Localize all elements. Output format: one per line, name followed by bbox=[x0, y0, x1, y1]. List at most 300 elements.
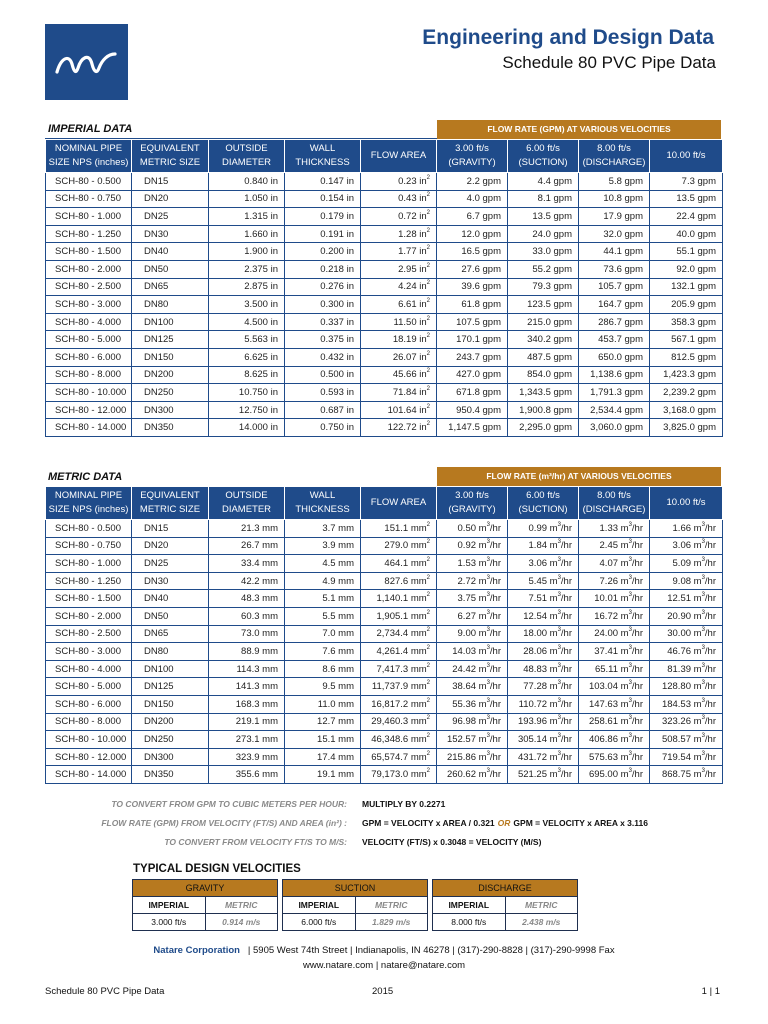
metric-table-cell: 28.06 $m^3/hr$ bbox=[508, 643, 579, 661]
imperial-table-cell: 1,138.6 gpm bbox=[579, 366, 650, 384]
metric-table-cell: 88.9 mm bbox=[209, 643, 285, 661]
metric-table-row bbox=[46, 537, 723, 555]
imperial-table-cell: 22.4 gpm bbox=[650, 208, 723, 226]
metric-table-cell: 114.3 mm bbox=[209, 660, 285, 678]
metric-table-cell: 215.86 $m^3/hr$ bbox=[437, 748, 508, 766]
imperial-table-cell: SCH-80 - 1.250 bbox=[46, 225, 132, 243]
metric-table-cell: 279.0 $mm^2$ bbox=[361, 537, 437, 555]
metric-table-cell: SCH-80 - 14.000 bbox=[46, 766, 132, 784]
metric-table-cell: 431.72 $m^3/hr$ bbox=[508, 748, 579, 766]
discharge-imperial-label: IMPERIAL bbox=[433, 897, 506, 914]
page-title: Engineering and Design Data bbox=[422, 26, 714, 49]
imperial-table bbox=[45, 139, 723, 437]
imperial-table-cell: 205.9 gpm bbox=[650, 296, 723, 314]
imperial-table-row bbox=[46, 173, 723, 191]
imperial-table-cell: DN250 bbox=[132, 384, 209, 402]
metric-table-cell: 77.28 $m^3/hr$ bbox=[508, 678, 579, 696]
metric-table-cell: 21.3 mm bbox=[209, 520, 285, 538]
imperial-table-cell: 215.0 gpm bbox=[508, 313, 579, 331]
imperial-table-cell: 0.200 in bbox=[285, 243, 361, 261]
conversion-velocity-value: VELOCITY (FT/S) x 0.3048 = VELOCITY (M/S) bbox=[362, 837, 542, 847]
imperial-table-cell: 854.0 gpm bbox=[508, 366, 579, 384]
metric-table-cell: 5.09 $m^3/hr$ bbox=[650, 555, 723, 573]
metric-table-row bbox=[46, 643, 723, 661]
metric-table-cell: 79,173.0 $mm^2$ bbox=[361, 766, 437, 784]
imperial-table-cell: 1.77 $in^2$ bbox=[361, 243, 437, 261]
imperial-column-header: 10.00 ft/s bbox=[650, 140, 723, 173]
imperial-table-cell: 358.3 gpm bbox=[650, 313, 723, 331]
metric-table-cell: DN50 bbox=[132, 607, 209, 625]
imperial-table-cell: DN20 bbox=[132, 190, 209, 208]
imperial-table-cell: 0.337 in bbox=[285, 313, 361, 331]
imperial-table-cell: 0.23 $in^2$ bbox=[361, 173, 437, 191]
imperial-table-cell: 6.625 in bbox=[209, 348, 285, 366]
suction-imperial-value: 6.000 ft/s bbox=[283, 914, 356, 931]
metric-table-cell: 4,261.4 $mm^2$ bbox=[361, 643, 437, 661]
imperial-table-cell: 3,060.0 gpm bbox=[579, 419, 650, 437]
design-velocities-table bbox=[132, 879, 578, 931]
metric-table-row bbox=[46, 660, 723, 678]
imperial-column-header: 8.00 ft/s (DISCHARGE) bbox=[579, 140, 650, 173]
imperial-table-cell: 101.64 $in^2$ bbox=[361, 401, 437, 419]
metric-table-cell: 1.33 $m^3/hr$ bbox=[579, 520, 650, 538]
imperial-table-cell: 33.0 gpm bbox=[508, 243, 579, 261]
imperial-table-cell: 55.1 gpm bbox=[650, 243, 723, 261]
imperial-table-cell: 2,239.2 gpm bbox=[650, 384, 723, 402]
metric-column-header: 3.00 ft/s (GRAVITY) bbox=[437, 487, 508, 520]
imperial-table-cell: 0.179 in bbox=[285, 208, 361, 226]
metric-column-header: 8.00 ft/s (DISCHARGE) bbox=[579, 487, 650, 520]
metric-table-cell: 1,905.1 $mm^2$ bbox=[361, 607, 437, 625]
metric-column-header: OUTSIDE DIAMETER bbox=[209, 487, 285, 520]
imperial-table-cell: 6.7 gpm bbox=[437, 208, 508, 226]
metric-table-cell: 1.84 $m^3/hr$ bbox=[508, 537, 579, 555]
imperial-table-cell: 2.95 $in^2$ bbox=[361, 260, 437, 278]
imperial-column-header: EQUIVALENT METRIC SIZE bbox=[132, 140, 209, 173]
metric-table-cell: 26.7 mm bbox=[209, 537, 285, 555]
metric-table-cell: 30.00 $m^3/hr$ bbox=[650, 625, 723, 643]
imperial-table-cell: 73.6 gpm bbox=[579, 260, 650, 278]
gravity-metric-label: METRIC bbox=[205, 897, 278, 914]
metric-table-cell: 110.72 $m^3/hr$ bbox=[508, 695, 579, 713]
metric-table-cell: 12.54 $m^3/hr$ bbox=[508, 607, 579, 625]
imperial-table-cell: 107.5 gpm bbox=[437, 313, 508, 331]
metric-table-cell: 9.5 mm bbox=[285, 678, 361, 696]
imperial-table-cell: 0.500 in bbox=[285, 366, 361, 384]
imperial-table-cell: 6.61 $in^2$ bbox=[361, 296, 437, 314]
metric-table-cell: 1.53 $m^3/hr$ bbox=[437, 555, 508, 573]
metric-table-cell: SCH-80 - 1.500 bbox=[46, 590, 132, 608]
imperial-table-row bbox=[46, 331, 723, 349]
imperial-table-row bbox=[46, 348, 723, 366]
imperial-table-cell: DN80 bbox=[132, 296, 209, 314]
metric-table-cell: 695.00 $m^3/hr$ bbox=[579, 766, 650, 784]
imperial-table-cell: 26.07 $in^2$ bbox=[361, 348, 437, 366]
metric-column-header: FLOW AREA bbox=[361, 487, 437, 520]
suction-header: SUCTION bbox=[283, 880, 428, 897]
imperial-table-cell: DN15 bbox=[132, 173, 209, 191]
imperial-table-row bbox=[46, 225, 723, 243]
metric-table-cell: 827.6 $mm^2$ bbox=[361, 572, 437, 590]
metric-table-cell: 141.3 mm bbox=[209, 678, 285, 696]
metric-table-cell: 406.86 $m^3/hr$ bbox=[579, 731, 650, 749]
metric-table-cell: SCH-80 - 2.000 bbox=[46, 607, 132, 625]
metric-section-label: METRIC DATA bbox=[48, 471, 123, 483]
imperial-column-header: OUTSIDE DIAMETER bbox=[209, 140, 285, 173]
imperial-table-cell: 5.563 in bbox=[209, 331, 285, 349]
metric-table-cell: 19.1 mm bbox=[285, 766, 361, 784]
metric-column-header: 6.00 ft/s (SUCTION) bbox=[508, 487, 579, 520]
metric-table-cell: DN100 bbox=[132, 660, 209, 678]
imperial-table-cell: 0.750 in bbox=[285, 419, 361, 437]
metric-table-cell: 219.1 mm bbox=[209, 713, 285, 731]
metric-column-header: EQUIVALENT METRIC SIZE bbox=[132, 487, 209, 520]
imperial-table-cell: 13.5 gpm bbox=[650, 190, 723, 208]
imperial-table-cell: 2,295.0 gpm bbox=[508, 419, 579, 437]
metric-table-row bbox=[46, 520, 723, 538]
conversion-gpm-label: TO CONVERT FROM GPM TO CUBIC METERS PER HOUR: bbox=[111, 799, 347, 809]
imperial-table-cell: DN100 bbox=[132, 313, 209, 331]
imperial-table-cell: DN350 bbox=[132, 419, 209, 437]
metric-table-cell: 10.01 $m^3/hr$ bbox=[579, 590, 650, 608]
conversion-flow-value-b: GPM = VELOCITY x AREA x 3.116 bbox=[513, 818, 648, 828]
imperial-table-cell: 16.5 gpm bbox=[437, 243, 508, 261]
metric-table-cell: 5.5 mm bbox=[285, 607, 361, 625]
metric-table-cell: 521.25 $m^3/hr$ bbox=[508, 766, 579, 784]
footer-page: 1 | 1 bbox=[701, 986, 720, 997]
conversion-velocity-label: TO CONVERT FROM VELOCITY FT/S TO M/S: bbox=[164, 837, 347, 847]
metric-table-cell: 7.0 mm bbox=[285, 625, 361, 643]
imperial-table-cell: 2.2 gpm bbox=[437, 173, 508, 191]
metric-table-cell: 65.11 $m^3/hr$ bbox=[579, 660, 650, 678]
imperial-table-cell: 0.840 in bbox=[209, 173, 285, 191]
imperial-table-cell: 0.276 in bbox=[285, 278, 361, 296]
metric-table-cell: DN30 bbox=[132, 572, 209, 590]
metric-table-cell: 46,348.6 $mm^2$ bbox=[361, 731, 437, 749]
footer-year: 2015 bbox=[372, 986, 394, 997]
metric-table-cell: 16,817.2 $mm^2$ bbox=[361, 695, 437, 713]
metric-table-cell: 5.1 mm bbox=[285, 590, 361, 608]
imperial-table-row bbox=[46, 243, 723, 261]
imperial-table-cell: 487.5 gpm bbox=[508, 348, 579, 366]
imperial-table-cell: 4.24 $in^2$ bbox=[361, 278, 437, 296]
metric-table-cell: SCH-80 - 10.000 bbox=[46, 731, 132, 749]
metric-table-cell: DN15 bbox=[132, 520, 209, 538]
metric-table-cell: 508.57 $m^3/hr$ bbox=[650, 731, 723, 749]
imperial-table-cell: 4.4 gpm bbox=[508, 173, 579, 191]
suction-imperial-label: IMPERIAL bbox=[283, 897, 356, 914]
imperial-table-cell: 1,147.5 gpm bbox=[437, 419, 508, 437]
imperial-table-cell: 0.432 in bbox=[285, 348, 361, 366]
imperial-table-cell: SCH-80 - 6.000 bbox=[46, 348, 132, 366]
discharge-metric-label: METRIC bbox=[505, 897, 578, 914]
metric-table-cell: 18.00 $m^3/hr$ bbox=[508, 625, 579, 643]
imperial-table-cell: 1,343.5 gpm bbox=[508, 384, 579, 402]
metric-table-cell: 103.04 $m^3/hr$ bbox=[579, 678, 650, 696]
discharge-header: DISCHARGE bbox=[433, 880, 578, 897]
metric-table-cell: 868.75 $m^3/hr$ bbox=[650, 766, 723, 784]
metric-table-cell: 3.06 $m^3/hr$ bbox=[650, 537, 723, 555]
imperial-table-row bbox=[46, 190, 723, 208]
metric-table-cell: 184.53 $m^3/hr$ bbox=[650, 695, 723, 713]
imperial-table-cell: 32.0 gpm bbox=[579, 225, 650, 243]
imperial-table-cell: 0.593 in bbox=[285, 384, 361, 402]
metric-table-cell: 29,460.3 $mm^2$ bbox=[361, 713, 437, 731]
metric-table-cell: 11,737.9 $mm^2$ bbox=[361, 678, 437, 696]
metric-table-cell: 152.57 $m^3/hr$ bbox=[437, 731, 508, 749]
imperial-table-row bbox=[46, 296, 723, 314]
imperial-table-cell: 10.8 gpm bbox=[579, 190, 650, 208]
imperial-table-cell: SCH-80 - 0.500 bbox=[46, 173, 132, 191]
metric-table-cell: SCH-80 - 2.500 bbox=[46, 625, 132, 643]
metric-table-cell: 4.07 $m^3/hr$ bbox=[579, 555, 650, 573]
metric-table-cell: 6.27 $m^3/hr$ bbox=[437, 607, 508, 625]
imperial-table-cell: 10.750 in bbox=[209, 384, 285, 402]
metric-table-cell: 16.72 $m^3/hr$ bbox=[579, 607, 650, 625]
imperial-table-cell: 3.500 in bbox=[209, 296, 285, 314]
imperial-table-cell: 950.4 gpm bbox=[437, 401, 508, 419]
imperial-table-cell: 71.84 $in^2$ bbox=[361, 384, 437, 402]
imperial-table-cell: DN125 bbox=[132, 331, 209, 349]
metric-table-cell: 719.54 $m^3/hr$ bbox=[650, 748, 723, 766]
imperial-table-cell: DN150 bbox=[132, 348, 209, 366]
conversion-flow-value bbox=[362, 818, 648, 828]
metric-table-cell: 5.45 $m^3/hr$ bbox=[508, 572, 579, 590]
metric-table-cell: 0.92 $m^3/hr$ bbox=[437, 537, 508, 555]
metric-table-cell: DN200 bbox=[132, 713, 209, 731]
metric-table-cell: 151.1 $mm^2$ bbox=[361, 520, 437, 538]
metric-flow-header: FLOW RATE (m³/hr) AT VARIOUS VELOCITIES bbox=[437, 467, 721, 486]
conversion-gpm-value: MULTIPLY BY 0.2271 bbox=[362, 799, 446, 809]
imperial-table-cell: 0.687 in bbox=[285, 401, 361, 419]
gravity-header: GRAVITY bbox=[133, 880, 278, 897]
imperial-table-cell: 1.28 $in^2$ bbox=[361, 225, 437, 243]
metric-table-cell: 20.90 $m^3/hr$ bbox=[650, 607, 723, 625]
metric-table-cell: DN125 bbox=[132, 678, 209, 696]
imperial-table-cell: 453.7 gpm bbox=[579, 331, 650, 349]
imperial-column-header: NOMINAL PIPE SIZE NPS (inches) bbox=[46, 140, 132, 173]
imperial-table-row bbox=[46, 384, 723, 402]
metric-table-cell: SCH-80 - 8.000 bbox=[46, 713, 132, 731]
metric-table-cell: 48.3 mm bbox=[209, 590, 285, 608]
gravity-imperial-value: 3.000 ft/s bbox=[133, 914, 206, 931]
imperial-table-cell: 3,168.0 gpm bbox=[650, 401, 723, 419]
metric-table-cell: 42.2 mm bbox=[209, 572, 285, 590]
imperial-table-cell: 61.8 gpm bbox=[437, 296, 508, 314]
imperial-table-cell: DN50 bbox=[132, 260, 209, 278]
metric-table-cell: 12.51 $m^3/hr$ bbox=[650, 590, 723, 608]
metric-table-cell: 2,734.4 $mm^2$ bbox=[361, 625, 437, 643]
imperial-table-row bbox=[46, 278, 723, 296]
metric-table-cell: 7.26 $m^3/hr$ bbox=[579, 572, 650, 590]
imperial-table-cell: 17.9 gpm bbox=[579, 208, 650, 226]
metric-column-header: WALL THICKNESS bbox=[285, 487, 361, 520]
imperial-column-header: 6.00 ft/s (SUCTION) bbox=[508, 140, 579, 173]
imperial-table-cell: 18.19 $in^2$ bbox=[361, 331, 437, 349]
imperial-table-cell: SCH-80 - 5.000 bbox=[46, 331, 132, 349]
metric-table-cell: 11.0 mm bbox=[285, 695, 361, 713]
metric-table-row bbox=[46, 713, 723, 731]
metric-table-cell: 96.98 $m^3/hr$ bbox=[437, 713, 508, 731]
design-velocities-title: TYPICAL DESIGN VELOCITIES bbox=[133, 863, 301, 875]
imperial-section-label: IMPERIAL DATA bbox=[48, 123, 133, 135]
gravity-imperial-label: IMPERIAL bbox=[133, 897, 206, 914]
imperial-table-cell: 2,534.4 gpm bbox=[579, 401, 650, 419]
metric-table-cell: 7.6 mm bbox=[285, 643, 361, 661]
metric-table-cell: DN25 bbox=[132, 555, 209, 573]
metric-table-cell: 1.66 $m^3/hr$ bbox=[650, 520, 723, 538]
imperial-table-cell: 45.66 $in^2$ bbox=[361, 366, 437, 384]
imperial-table-cell: 0.300 in bbox=[285, 296, 361, 314]
metric-table-cell: 3.7 mm bbox=[285, 520, 361, 538]
imperial-table-cell: SCH-80 - 12.000 bbox=[46, 401, 132, 419]
metric-table-cell: 17.4 mm bbox=[285, 748, 361, 766]
imperial-table-cell: 79.3 gpm bbox=[508, 278, 579, 296]
imperial-table-cell: DN40 bbox=[132, 243, 209, 261]
metric-table-cell: 2.72 $m^3/hr$ bbox=[437, 572, 508, 590]
footer-web: www.natare.com | natare@natare.com bbox=[302, 960, 466, 971]
imperial-table-cell: DN30 bbox=[132, 225, 209, 243]
imperial-table-cell: 3,825.0 gpm bbox=[650, 419, 723, 437]
discharge-imperial-value: 8.000 ft/s bbox=[433, 914, 506, 931]
imperial-table-cell: SCH-80 - 3.000 bbox=[46, 296, 132, 314]
metric-table-cell: 7.51 $m^3/hr$ bbox=[508, 590, 579, 608]
metric-table-cell: 73.0 mm bbox=[209, 625, 285, 643]
metric-table-cell: 4.5 mm bbox=[285, 555, 361, 573]
metric-table-row bbox=[46, 625, 723, 643]
metric-table-row bbox=[46, 590, 723, 608]
imperial-column-header: WALL THICKNESS bbox=[285, 140, 361, 173]
imperial-table-cell: 12.750 in bbox=[209, 401, 285, 419]
metric-column-header: NOMINAL PIPE SIZE NPS (inches) bbox=[46, 487, 132, 520]
metric-table-cell: SCH-80 - 5.000 bbox=[46, 678, 132, 696]
imperial-table-row bbox=[46, 401, 723, 419]
metric-table-cell: 55.36 $m^3/hr$ bbox=[437, 695, 508, 713]
metric-table-cell: DN20 bbox=[132, 537, 209, 555]
imperial-table-row bbox=[46, 419, 723, 437]
imperial-table-cell: 243.7 gpm bbox=[437, 348, 508, 366]
imperial-table-cell: 164.7 gpm bbox=[579, 296, 650, 314]
conversion-flow-value-a: GPM = VELOCITY x AREA / 0.321 bbox=[362, 818, 495, 828]
imperial-table-cell: 650.0 gpm bbox=[579, 348, 650, 366]
imperial-table-cell: 1.900 in bbox=[209, 243, 285, 261]
imperial-table-cell: 0.375 in bbox=[285, 331, 361, 349]
metric-table-cell: SCH-80 - 0.500 bbox=[46, 520, 132, 538]
conversion-flow-label: FLOW RATE (GPM) FROM VELOCITY (FT/S) AND AREA (in²) : bbox=[101, 818, 347, 828]
discharge-metric-value: 2.438 m/s bbox=[505, 914, 578, 931]
imperial-table-cell: 40.0 gpm bbox=[650, 225, 723, 243]
imperial-table-cell: 8.1 gpm bbox=[508, 190, 579, 208]
metric-table-cell: 323.26 $m^3/hr$ bbox=[650, 713, 723, 731]
imperial-table-cell: 4.0 gpm bbox=[437, 190, 508, 208]
conversion-or: OR bbox=[497, 818, 511, 828]
metric-column-header: 10.00 ft/s bbox=[650, 487, 723, 520]
imperial-table-cell: 132.1 gpm bbox=[650, 278, 723, 296]
metric-table-row bbox=[46, 766, 723, 784]
imperial-table-cell: SCH-80 - 8.000 bbox=[46, 366, 132, 384]
metric-table-cell: DN40 bbox=[132, 590, 209, 608]
metric-table-cell: 15.1 mm bbox=[285, 731, 361, 749]
metric-table-cell: 323.9 mm bbox=[209, 748, 285, 766]
imperial-table-cell: DN300 bbox=[132, 401, 209, 419]
metric-table-cell: 305.14 $m^3/hr$ bbox=[508, 731, 579, 749]
metric-table-cell: 260.62 $m^3/hr$ bbox=[437, 766, 508, 784]
imperial-table-cell: SCH-80 - 0.750 bbox=[46, 190, 132, 208]
imperial-table-cell: 286.7 gpm bbox=[579, 313, 650, 331]
imperial-table-cell: 13.5 gpm bbox=[508, 208, 579, 226]
metric-table-cell: 81.39 $m^3/hr$ bbox=[650, 660, 723, 678]
metric-table-cell: 0.50 $m^3/hr$ bbox=[437, 520, 508, 538]
imperial-table-cell: 92.0 gpm bbox=[650, 260, 723, 278]
footer-address: | 5905 West 74th Street | Indianapolis, IN 46278 | (317)-290-8828 | (317)-290-9998 Fax bbox=[247, 945, 615, 956]
metric-table-cell: SCH-80 - 4.000 bbox=[46, 660, 132, 678]
imperial-table-cell: 105.7 gpm bbox=[579, 278, 650, 296]
imperial-table-cell: 1,791.3 gpm bbox=[579, 384, 650, 402]
footer-corp-name: Natare Corporation bbox=[153, 945, 240, 956]
metric-table-cell: 464.1 $mm^2$ bbox=[361, 555, 437, 573]
metric-table-cell: 48.83 $m^3/hr$ bbox=[508, 660, 579, 678]
imperial-table-cell: 1.315 in bbox=[209, 208, 285, 226]
imperial-table-cell: 671.8 gpm bbox=[437, 384, 508, 402]
metric-table-cell: DN80 bbox=[132, 643, 209, 661]
imperial-table-cell: SCH-80 - 10.000 bbox=[46, 384, 132, 402]
imperial-table-cell: 8.625 in bbox=[209, 366, 285, 384]
page-subtitle: Schedule 80 PVC Pipe Data bbox=[502, 53, 716, 72]
imperial-table-cell: 2.375 in bbox=[209, 260, 285, 278]
imperial-table-cell: DN65 bbox=[132, 278, 209, 296]
imperial-table-cell: 0.191 in bbox=[285, 225, 361, 243]
metric-table-cell: 0.99 $m^3/hr$ bbox=[508, 520, 579, 538]
imperial-table-cell: 24.0 gpm bbox=[508, 225, 579, 243]
metric-table-cell: DN300 bbox=[132, 748, 209, 766]
imperial-table-cell: 567.1 gpm bbox=[650, 331, 723, 349]
imperial-table-cell: 55.2 gpm bbox=[508, 260, 579, 278]
imperial-table-cell: 0.218 in bbox=[285, 260, 361, 278]
imperial-table-cell: 1,423.3 gpm bbox=[650, 366, 723, 384]
imperial-table-row bbox=[46, 208, 723, 226]
gravity-metric-value: 0.914 m/s bbox=[205, 914, 278, 931]
imperial-table-cell: DN25 bbox=[132, 208, 209, 226]
metric-table-row bbox=[46, 695, 723, 713]
metric-table-cell: SCH-80 - 12.000 bbox=[46, 748, 132, 766]
metric-table-cell: DN350 bbox=[132, 766, 209, 784]
imperial-table-cell: 1.660 in bbox=[209, 225, 285, 243]
metric-table-cell: 8.6 mm bbox=[285, 660, 361, 678]
imperial-table-cell: 0.154 in bbox=[285, 190, 361, 208]
imperial-table-cell: SCH-80 - 14.000 bbox=[46, 419, 132, 437]
imperial-table-cell: 122.72 $in^2$ bbox=[361, 419, 437, 437]
imperial-table-cell: 44.1 gpm bbox=[579, 243, 650, 261]
metric-table-cell: 37.41 $m^3/hr$ bbox=[579, 643, 650, 661]
imperial-table-cell: 2.875 in bbox=[209, 278, 285, 296]
imperial-table-cell: 340.2 gpm bbox=[508, 331, 579, 349]
imperial-table-cell: 4.500 in bbox=[209, 313, 285, 331]
metric-table-cell: 60.3 mm bbox=[209, 607, 285, 625]
imperial-table-cell: 7.3 gpm bbox=[650, 173, 723, 191]
imperial-table-cell: 11.50 $in^2$ bbox=[361, 313, 437, 331]
imperial-table-cell: 812.5 gpm bbox=[650, 348, 723, 366]
suction-metric-label: METRIC bbox=[355, 897, 428, 914]
imperial-table-cell: 14.000 in bbox=[209, 419, 285, 437]
metric-table-cell: DN150 bbox=[132, 695, 209, 713]
metric-table-cell: 9.00 $m^3/hr$ bbox=[437, 625, 508, 643]
metric-table-cell: 24.42 $m^3/hr$ bbox=[437, 660, 508, 678]
metric-table-cell: 128.80 $m^3/hr$ bbox=[650, 678, 723, 696]
imperial-table-cell: 1,900.8 gpm bbox=[508, 401, 579, 419]
metric-table-cell: 9.08 $m^3/hr$ bbox=[650, 572, 723, 590]
imperial-column-header: 3.00 ft/s (GRAVITY) bbox=[437, 140, 508, 173]
suction-metric-value: 1.829 m/s bbox=[355, 914, 428, 931]
